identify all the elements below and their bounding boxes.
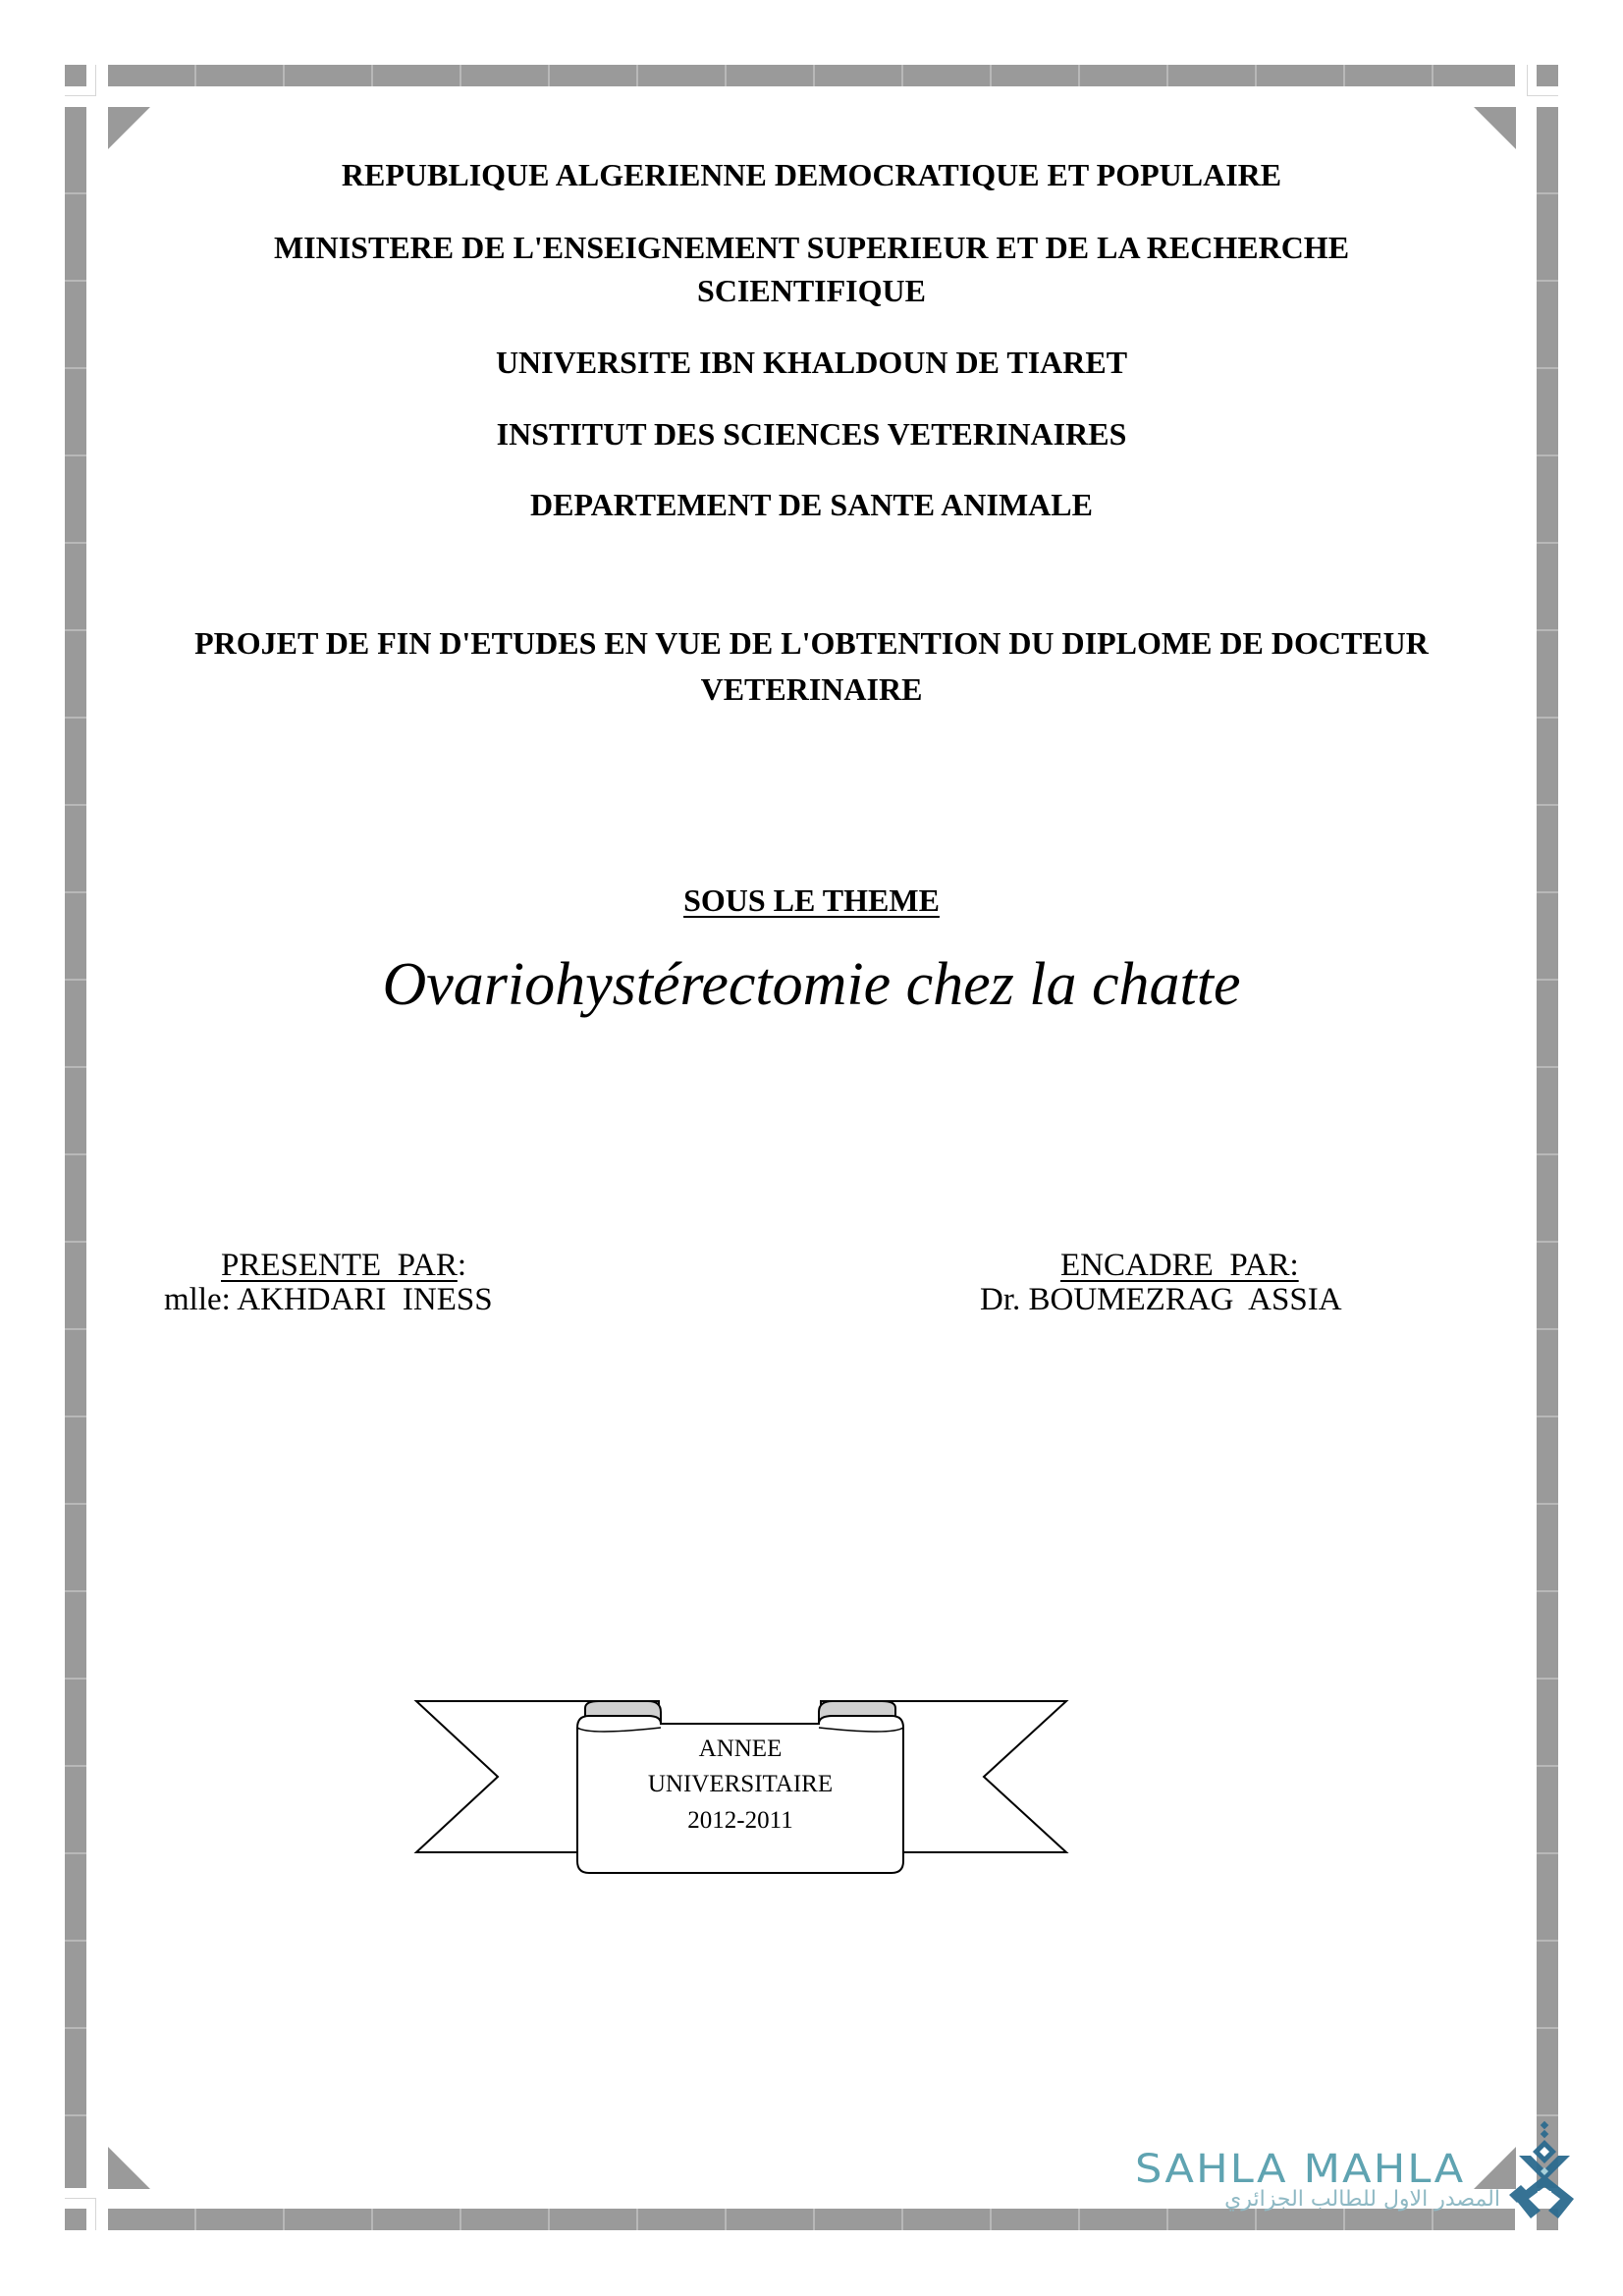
supervisor-name: Dr. BOUMEZRAG ASSIA xyxy=(980,1282,1342,1317)
ribbon-year-label-2: UNIVERSITAIRE xyxy=(647,1771,834,1797)
ribbon-year-value: 2012-2011 xyxy=(687,1807,793,1834)
sahla-mahla-logo-icon xyxy=(1505,2120,1578,2224)
ribbon-year-label: ANNEE xyxy=(698,1735,783,1762)
presented-by-colon: : xyxy=(457,1248,467,1283)
project-line-2: VETERINAIRE xyxy=(700,671,923,707)
presented-by-label: PRESENTE PAR xyxy=(221,1248,458,1283)
header-department: DEPARTEMENT DE SANTE ANIMALE xyxy=(530,487,1093,522)
header-ministry-cont: SCIENTIFIQUE xyxy=(697,273,926,308)
header-republic: REPUBLIQUE ALGERIENNE DEMOCRATIQUE ET POPULAIRE xyxy=(341,157,1282,192)
watermark-brand: SAHLA MAHLA xyxy=(1135,2147,1466,2192)
theme-label-text: SOUS LE THEME xyxy=(683,882,940,918)
header-university: UNIVERSITE IBN KHALDOUN DE TIARET xyxy=(495,345,1128,380)
student-name: mlle: AKHDARI INESS xyxy=(164,1282,493,1317)
thesis-title: Ovariohystérectomie chez la chatte xyxy=(382,951,1241,1018)
header-institute: INSTITUT DES SCIENCES VETERINAIRES xyxy=(496,416,1127,452)
supervised-by-label: ENCADRE PAR: xyxy=(1060,1248,1299,1283)
header-ministry: MINISTERE DE L'ENSEIGNEMENT SUPERIEUR ET DE LA RECHERCHE xyxy=(273,230,1350,265)
watermark-tagline: المصدر الاول للطالب الجزائري xyxy=(1224,2187,1500,2212)
project-line-1: PROJET DE FIN D'ETUDES EN VUE DE L'OBTENTION DU DIPLOME DE DOCTEUR xyxy=(194,625,1429,661)
